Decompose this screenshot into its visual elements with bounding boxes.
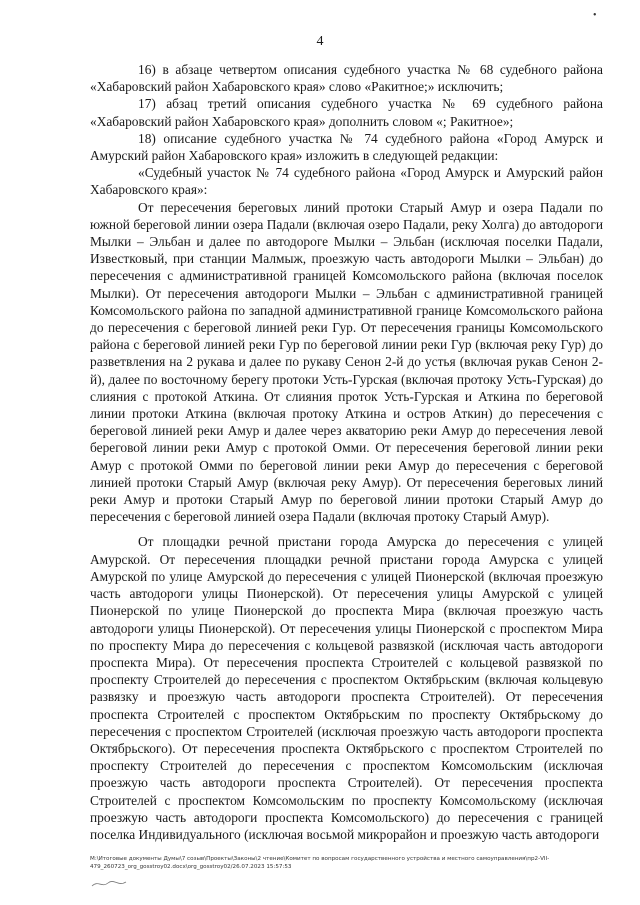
corner-mark: •: [593, 10, 597, 21]
file-path-footer: [90, 855, 620, 871]
boundary-description-amursk: От площадки речной пристани города Амурска до пересечения с улицей Амурской. От пересечения площадки речной пристани города Амурска с улицей Амурской по улице Амурской до пересечения с улицей Пионерской (включая проезжую часть автодороги улицы Пионерской). От пересечения улицы Амурской с улицей Пионерской по улице Пионерской до проспекта Мира (включая проезжую часть автодороги улицы Пионерской). От пересечения улицы Пионерской с проспектом Мира по проспекту Мира до пересечения с кольцевой развязкой (исключая часть автодороги проспекта Мира). От пересечения проспекта Строителей с кольцевой развязкой по проспекту Строителей до пересечения с проспектом Октябрьским (включая кольцевую развязку и проезжую часть автодороги проспекта Строителей). От пересечения проспекта Строителей с проспектом Октябрьским по проспекту Октябрьскому до пересечения с проспектом Строителей (исключая проезжую часть автодороги проспекта Октябрьского). От пересечения проспекта Октябрьского с проспектом Строителей по проспекту Строителей до пересечения с проспектом Комсомольским (исключая проезжую часть автодороги проспекта Строителей). От пересечения проспекта Строителей с проспектом Комсомольским по проспекту Комсомольскому (исключая проезжую часть автодороги проспекта Комсомольского) до пересечения с границей поселка Индивидуального (исключая восьмой микрорайон и проезжую часть автодороги: [90, 534, 603, 842]
section-heading: «Судебный участок № 74 судебного района «Город Амурск и Амурский район Хабаровского края»:: [90, 165, 603, 198]
handwritten-scribble: [90, 878, 130, 890]
boundary-description-rural: От пересечения береговых линий протоки Старый Амур и озера Падали по южной береговой линии озера Падали (включая озеро Падали, реку Холга) до автодороги Мылки – Эльбан и далее по автодороге Мылки – Эльбан (исключая поселки Падали, Известковый, при станции Малмыж, проезжую часть автодороги Мылки – Эльбан) до пересечения с административной границей Комсомольского района (включая поселок Мылки). От пересечения автодороги Мылки – Эльбан с административной границей Комсомольского района по западной административной границе Комсомольского района до пересечения с береговой линией реки Гур. От пересечения границы Комсомольского района с береговой линией реки Гур по береговой линии реки Гур (включая реку Гур) до разветвления на 2 рукава и далее по рукаву Сенон 2-й до устья (включая рукав Сенон 2-й), далее по восточному берегу протоки Усть-Гурская (включая протоку Усть-Гурская) до слияния с протокой Аткина. От слияния проток Усть-Гурская и Аткина по береговой линии протоки Аткина (включая протоку Аткина и остров Аткин) до пересечения с береговой линией реки Амур и далее через акваторию реки Амур до пересечения левой береговой линии реки Амур с протокой Омми. От пересечения береговой линии реки Амур с протокой Омми по береговой линии реки Амур до пересечения с береговой линией протоки Старый Амур (включая реку Амур). От пересечения береговых линий реки Амур и протоки Старый Амур по береговой линии протоки Старый Амур до пересечения с береговой линией озера Падали (включая протоку Старый Амур).: [90, 199, 603, 525]
file-path-line: M:\Итоговые документы Думы\7 созыв\Проекты\Законы\2 чтение\Комитет по вопросам государственного устройства и местного самоуправления\пр2-VII-: [90, 856, 550, 862]
paragraph-item-18: 18) описание судебного участка № 74 судебного района «Город Амурск и Амурский район Хабаровского края» изложить в следующей редакции:: [90, 130, 603, 164]
file-path-line: 479_260723_org_gosstroy02.docx\org_gosstroy02/26.07.2023 15:57:53: [90, 864, 292, 870]
document-body: [90, 61, 603, 843]
page-number: 4: [316, 34, 324, 49]
paragraph-item-16: 16) в абзаце четвертом описания судебного участка № 68 судебного района «Хабаровский район Хабаровского края» слово «Ракитное;» исключить;: [90, 62, 603, 95]
paragraph-item-17: 17) абзац третий описания судебного участка № 69 судебного района «Хабаровский район Хабаровского края» дополнить словом «; Ракитное»;: [90, 96, 603, 129]
